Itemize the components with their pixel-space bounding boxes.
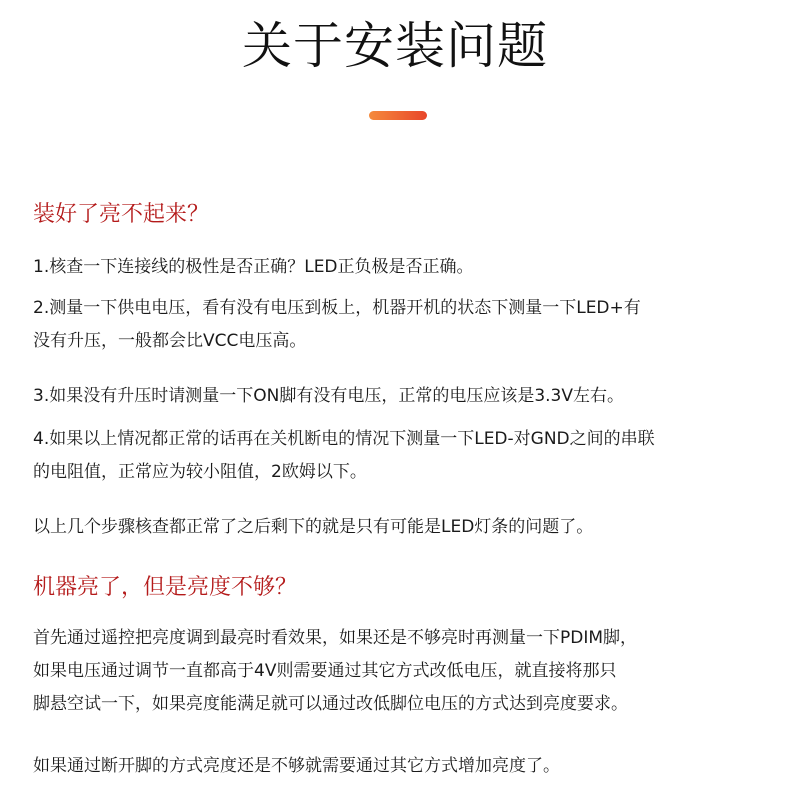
paragraph-line: 脚悬空试一下，如果亮度能满足就可以通过改低脚位电压的方式达到亮度要求。 — [33, 694, 628, 714]
page-title: 关于安装问题 — [242, 17, 548, 75]
paragraph-line: 没有升压，一般都会比VCC电压高。 — [33, 331, 307, 351]
title-underline-decoration — [369, 111, 427, 120]
paragraph-line: 如果通过断开脚的方式亮度还是不够就需要通过其它方式增加亮度了。 — [33, 756, 560, 776]
paragraph-increase-brightness — [33, 750, 768, 783]
paragraph-line: 如果电压通过调节一直都高于4V则需要通过其它方式改低电压，就直接将那只 — [33, 661, 617, 681]
paragraph-line: 3.如果没有升压时请测量一下ON脚有没有电压，正常的电压应该是3.3V左右。 — [33, 386, 624, 406]
paragraph-line: 2.测量一下供电电压，看有没有电压到板上，机器开机的状态下测量一下LED+有 — [33, 298, 641, 318]
paragraph-measure-voltage — [33, 292, 768, 358]
paragraph-pdim-pin — [33, 622, 768, 721]
paragraph-line: 以上几个步骤核查都正常了之后剩下的就是只有可能是LED灯条的问题了。 — [33, 517, 594, 537]
paragraph-check-polarity — [33, 251, 768, 284]
section-heading-no-light: 装好了亮不起来？ — [33, 202, 210, 227]
paragraph-on-pin — [33, 380, 768, 413]
paragraph-line: 的电阻值，正常应为较小阻值，2欧姆以下。 — [33, 462, 367, 482]
paragraph-line: 4.如果以上情况都正常的话再在关机断电的情况下测量一下LED-对GND之间的串联 — [33, 429, 655, 449]
paragraph-resistance — [33, 423, 768, 489]
section-heading-low-brightness: 机器亮了，但是亮度不够？ — [33, 575, 298, 600]
paragraph-line: 1.核查一下连接线的极性是否正确？LED正负极是否正确。 — [33, 257, 474, 277]
paragraph-led-strip — [33, 511, 768, 544]
paragraph-line: 首先通过遥控把亮度调到最亮时看效果，如果还是不够亮时再测量一下PDIM脚， — [33, 628, 638, 648]
